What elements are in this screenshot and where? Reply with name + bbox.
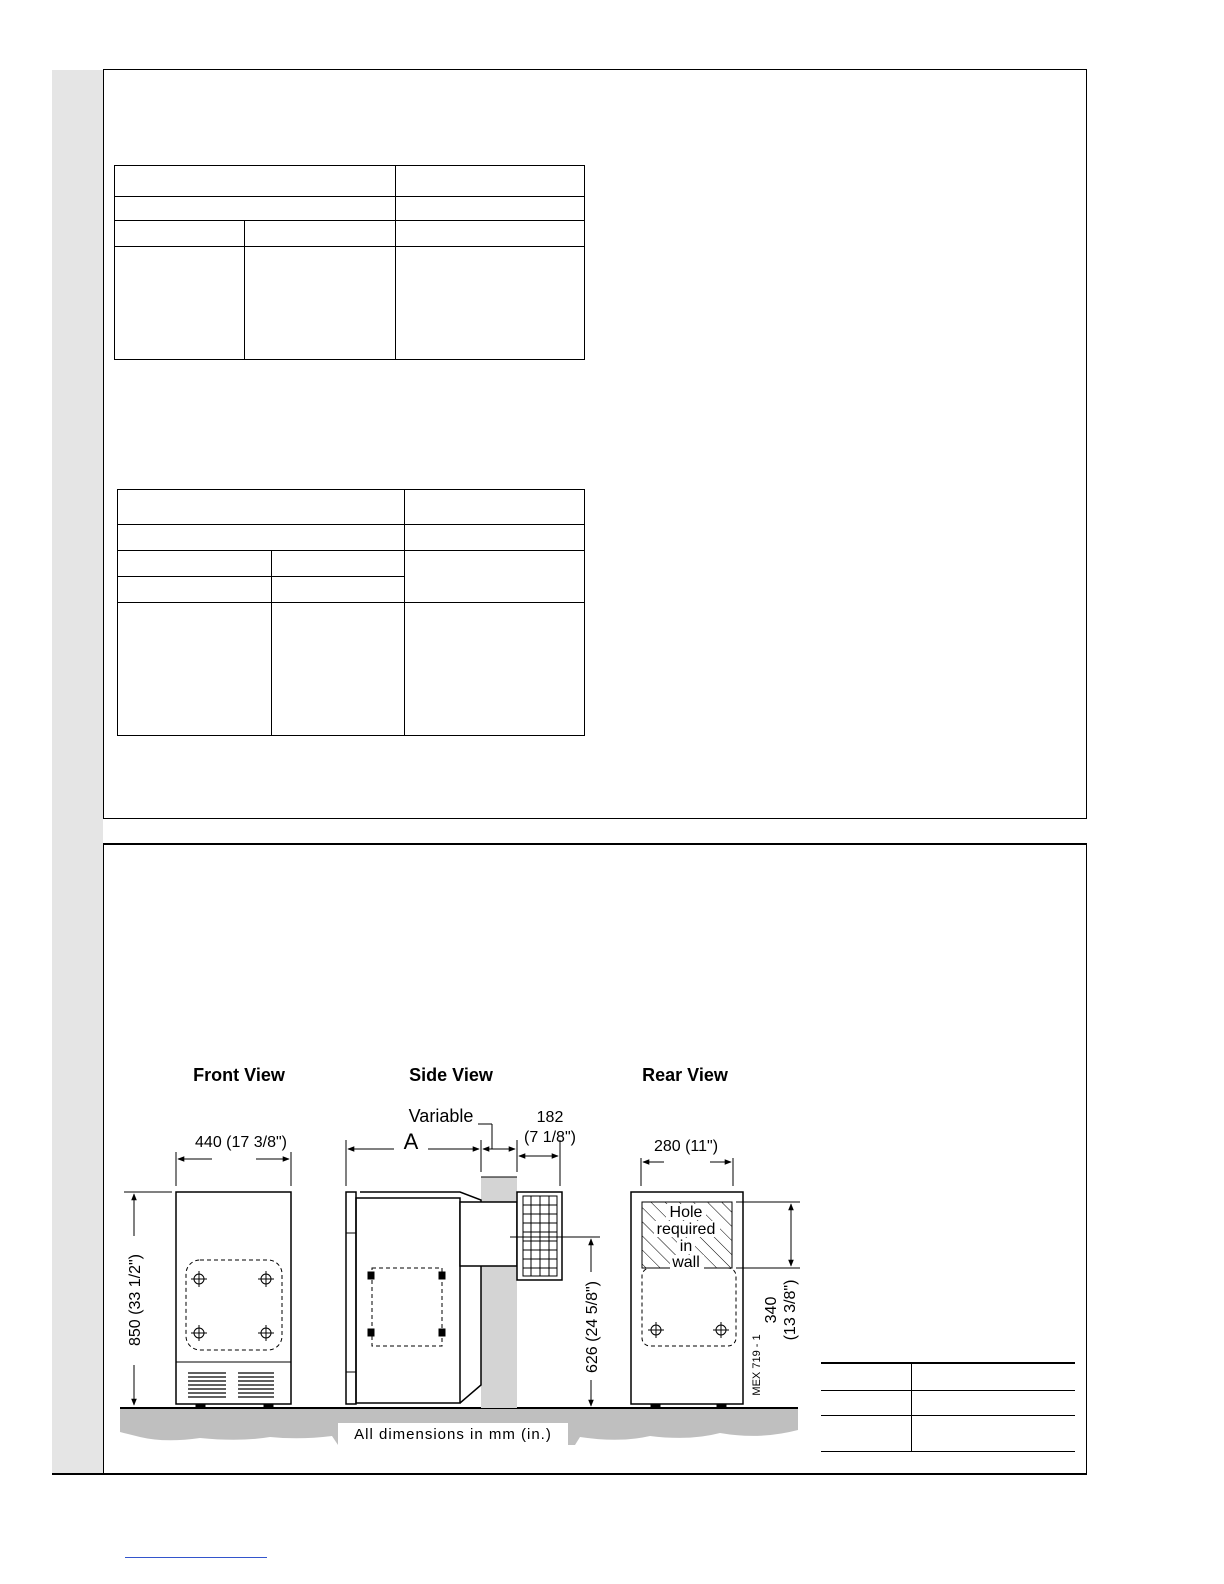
footnote: All dimensions in mm (in.) [354,1426,552,1443]
rear-width-label: 280 (11") [653,1138,719,1155]
svg-text:Hole: Hole [669,1204,703,1221]
svg-text:in: in [679,1238,693,1255]
rear-view-title: Rear View [642,1065,728,1085]
footer-link-underline[interactable] [125,1557,267,1558]
svg-text:required: required [656,1221,716,1238]
drawing-ref: MEX 719 - 1 [751,1334,763,1396]
front-view [124,1152,291,1408]
side-view-title: Side View [409,1065,493,1085]
side-a-label: A [403,1129,419,1154]
front-height-label: 850 (33 1/2") [127,1254,144,1346]
rear-340-label: 340 [763,1296,780,1324]
svg-text:wall: wall [672,1254,700,1271]
rear-340-in-label: (13 3/8") [782,1279,799,1341]
rear-view [631,1158,800,1408]
front-width-label: 440 (17 3/8") [195,1134,287,1151]
front-view-title: Front View [193,1065,285,1085]
side-view [346,1124,600,1408]
side-variable-label: Variable [408,1106,474,1126]
side-182-label: 182 [536,1109,564,1126]
side-182-in-label: (7 1/8") [524,1129,576,1146]
side-626-label: 626 (24 5/8") [584,1281,601,1373]
